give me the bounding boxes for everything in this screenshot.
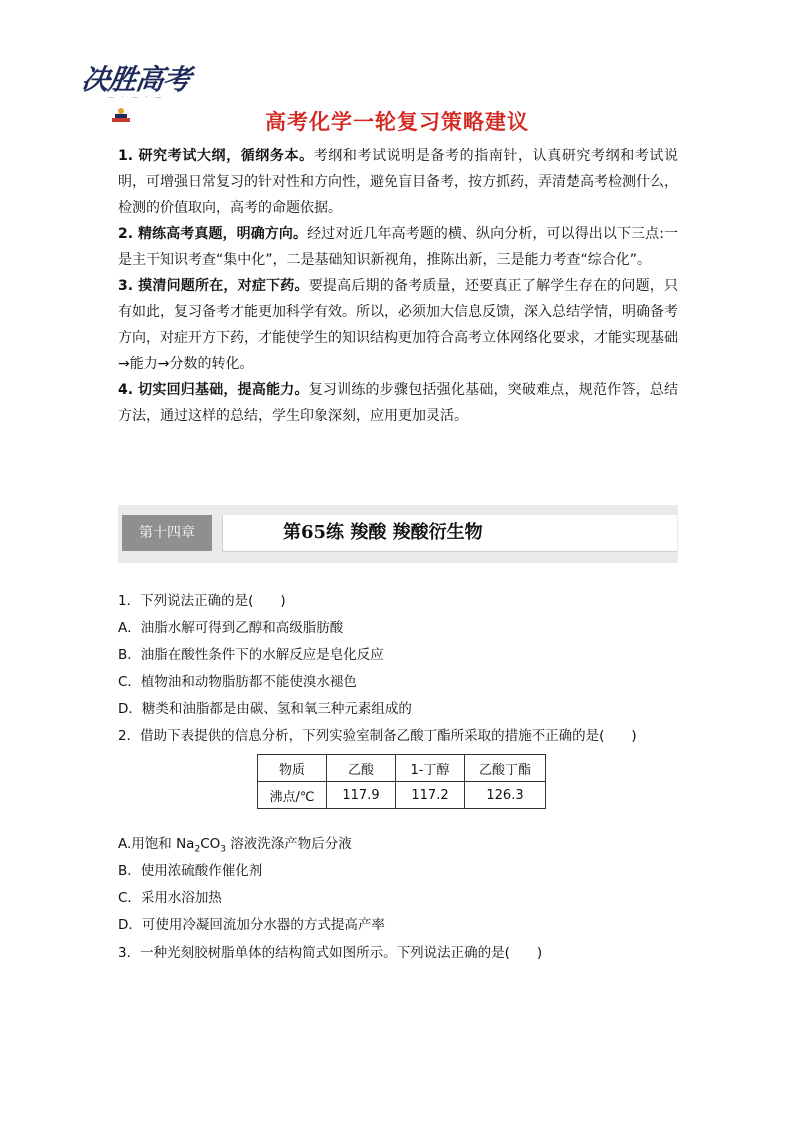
table-row [258, 782, 546, 809]
table-row-label: 沸点/℃ [258, 782, 327, 809]
table-cell: 126.3 [465, 782, 546, 809]
strategy-item [118, 273, 678, 377]
subscript: 2 [194, 844, 201, 855]
option-a-text: A.用饱和 Na [118, 836, 195, 852]
question-3-stem: 3．一种光刻胶树脂单体的结构简式如图所示。下列说法正确的是( ) [118, 945, 543, 961]
strategy-heading: 1. 研究考试大纲，循纲务本。 [118, 148, 314, 164]
subscript: 3 [220, 844, 226, 855]
question-2-option-d: D．可使用冷凝回流加分水器的方式提高产率 [118, 917, 385, 933]
strategy-list [118, 143, 678, 429]
strategy-heading: 3. 摸清问题所在，对症下药。 [118, 278, 309, 294]
table-header-cell: 1-丁醇 [396, 755, 465, 782]
boiling-point-table [257, 754, 546, 809]
question-1-stem: 1．下列说法正确的是( ) [118, 593, 286, 609]
table-header-cell: 物质 [258, 755, 327, 782]
strategy-item [118, 221, 678, 273]
strategy-body: 要提高后期的备考质量，还要真正了解学生存在的问题，只有如此，复习备考才能更加科学有效。所以，必须加大信息反馈，深入总结学情，明确备考方向，对症开方下药，才能使学生的知识结构更加符合高考立体网络化要求，才能实现基础→能力→分数的转化。 [118, 278, 679, 372]
table-cell: 117.9 [327, 782, 396, 809]
question-2-option-b: B．使用浓硫酸作催化剂 [118, 863, 263, 879]
option-a-text: 溶液洗涤产物后分液 [225, 836, 352, 852]
strategy-heading: 4. 切实回归基础，提高能力。 [118, 382, 309, 398]
table-header-row [258, 755, 546, 782]
chapter-label: 第十四章 [122, 515, 212, 551]
logo-text: 决胜高考 [79, 63, 193, 96]
table-header-cell: 乙酸 [327, 755, 396, 782]
strategy-body: 复习训练的步骤包括强化基础，突破难点，规范作答，总结方法，通过这样的总结，学生印象深刻，应用更加灵活。 [118, 382, 679, 424]
question-1-option-b: B．油脂在酸性条件下的水解反应是皂化反应 [118, 647, 384, 663]
question-2-stem: 2．借助下表提供的信息分析，下列实验室制备乙酸丁酯所采取的措施不正确的是( ) [118, 728, 637, 744]
chapter-banner [118, 505, 678, 563]
question-2-option-a [118, 834, 352, 860]
strategy-body: 经过对近几年高考题的横、纵向分析，可以得出以下三点:一是主干知识考查“集中化”，二是基础知识新视角，推陈出新，三是能力考查“综合化”。 [118, 226, 679, 268]
exercise-title: 第65练 羧酸 羧酸衍生物 [283, 522, 483, 543]
question-1-option-c: C．植物油和动物脂肪都不能使溴水褪色 [118, 674, 357, 690]
strategy-heading: 2. 精练高考真题，明确方向。 [118, 226, 308, 242]
logo-subtext: — · — · — [108, 94, 165, 101]
table-cell: 117.2 [396, 782, 465, 809]
question-2-option-c: C．采用水浴加热 [118, 890, 222, 906]
question-1-option-a: A．油脂水解可得到乙醇和高级脂肪酸 [118, 620, 344, 636]
page-title: 高考化学一轮复习策略建议 [265, 110, 529, 134]
strategy-body: 考纲和考试说明是备考的指南针，认真研究考纲和考试说明，可增强日常复习的针对性和方向性，避免盲目备考，按方抓药，弄清楚高考检测什么，检测的价值取向，高考的命题依据。 [118, 148, 678, 216]
strategy-item [118, 143, 678, 221]
exercise-title-box [222, 515, 677, 552]
question-1-option-d: D．糖类和油脂都是由碳、氢和氧三种元素组成的 [118, 701, 412, 717]
strategy-item [118, 377, 678, 429]
table-header-cell: 乙酸丁酯 [465, 755, 546, 782]
option-a-text: CO [200, 836, 221, 852]
